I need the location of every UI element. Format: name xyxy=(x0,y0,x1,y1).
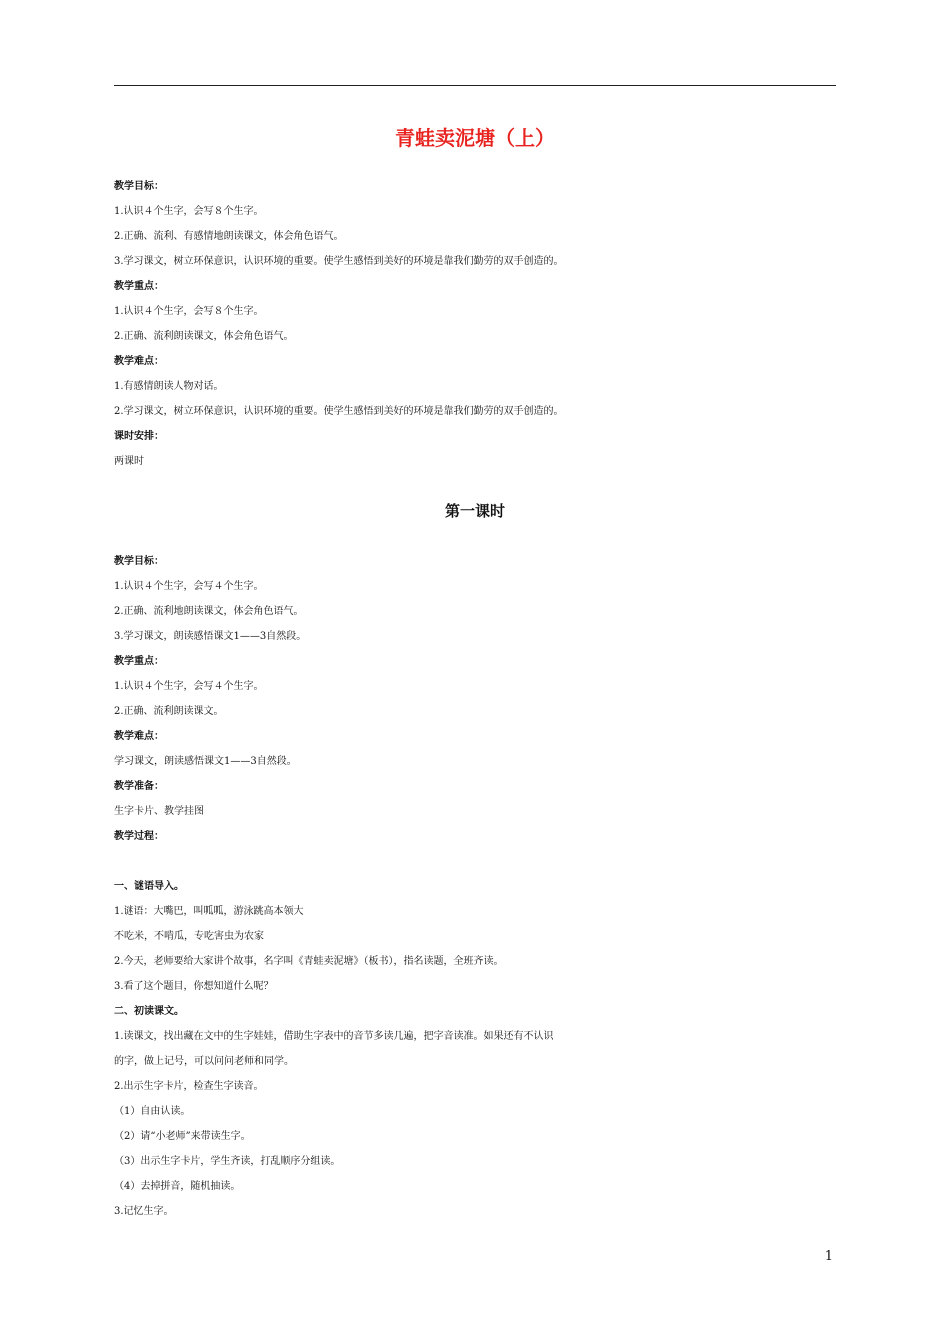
body-line: 1.认识４个生字，会写８个生字。 xyxy=(114,206,264,217)
body-line: 1.有感情朗读人物对话。 xyxy=(114,381,224,392)
blank-line xyxy=(114,474,854,499)
header-rule xyxy=(114,85,836,86)
body-line: 3.学习课文，朗读感悟课文1——3自然段。 xyxy=(114,631,307,642)
body-line: 不吃米，不啃瓜，专吃害虫为农家 xyxy=(114,931,264,942)
section-heading: 教学难点： xyxy=(114,731,164,742)
section-heading: 课时安排： xyxy=(114,431,164,442)
blank-line xyxy=(114,849,854,874)
lesson-heading: 第一课时 xyxy=(444,502,505,520)
section-heading: 教学目标： xyxy=(114,556,164,567)
section-heading: 一、谜语导入。 xyxy=(114,881,184,892)
blank-line xyxy=(114,524,854,549)
body-line: 3.学习课文，树立环保意识，认识环境的重要。使学生感悟到美好的环境是靠我们勤劳的双手创造的。 xyxy=(114,256,564,267)
section-heading: 二、初读课文。 xyxy=(114,1006,184,1017)
body-line: 2.正确、流利朗读课文，体会角色语气。 xyxy=(114,331,294,342)
body-line: 两课时 xyxy=(114,456,144,467)
body-line: （1）自由认读。 xyxy=(114,1106,191,1117)
section-heading: 教学重点： xyxy=(114,281,164,292)
body-line: 1.谜语：大嘴巴，叫呱呱，游泳跳高本领大 xyxy=(114,906,304,917)
body-line: 1.认识４个生字，会写４个生字。 xyxy=(114,581,264,592)
body-line: 2.正确、流利朗读课文。 xyxy=(114,706,224,717)
section-heading: 教学重点： xyxy=(114,656,164,667)
body-line: 1.认识４个生字，会写４个生字。 xyxy=(114,681,264,692)
body-line: 学习课文，朗读感悟课文1——3自然段。 xyxy=(114,756,297,767)
section-heading: 教学过程： xyxy=(114,831,164,842)
body-line: 2.出示生字卡片，检查生字读音。 xyxy=(114,1081,264,1092)
body-line: （4）去掉拼音，随机抽读。 xyxy=(114,1181,241,1192)
body-line: 3.看了这个题目，你想知道什么呢？ xyxy=(114,981,274,992)
body-line: 3.记忆生字。 xyxy=(114,1206,174,1217)
section-heading: 教学难点： xyxy=(114,356,164,367)
body-line: 2.正确、流利地朗读课文，体会角色语气。 xyxy=(114,606,304,617)
body-line: 2.学习课文，树立环保意识，认识环境的重要。使学生感悟到美好的环境是靠我们勤劳的双手创造的。 xyxy=(114,406,564,417)
document-title: 青蛙卖泥塘（上） xyxy=(395,126,555,150)
body-line: 生字卡片、教学挂图 xyxy=(114,806,204,817)
body-line: 1.认识４个生字，会写８个生字。 xyxy=(114,306,264,317)
body-line: （2）请“小老师”来带读生字。 xyxy=(114,1131,251,1142)
body-line: 2.正确、流利、有感情地朗读课文，体会角色语气。 xyxy=(114,231,344,242)
body-line: 2.今天，老师要给大家讲个故事，名字叫《青蛙卖泥塘》（板书），指名读题，全班齐读。 xyxy=(114,956,504,967)
section-heading: 教学准备： xyxy=(114,781,164,792)
page-number: 1 xyxy=(824,1249,833,1264)
body-line: 的字，做上记号，可以问问老师和同学。 xyxy=(114,1056,294,1067)
document-body xyxy=(114,174,854,1224)
body-line: 1.读课文，找出藏在文中的生字娃娃，借助生字表中的音节多读几遍，把字音读准。如果还有不认识 xyxy=(114,1031,554,1042)
body-line: （3）出示生字卡片，学生齐读，打乱顺序分组读。 xyxy=(114,1156,341,1167)
section-heading: 教学目标： xyxy=(114,181,164,192)
